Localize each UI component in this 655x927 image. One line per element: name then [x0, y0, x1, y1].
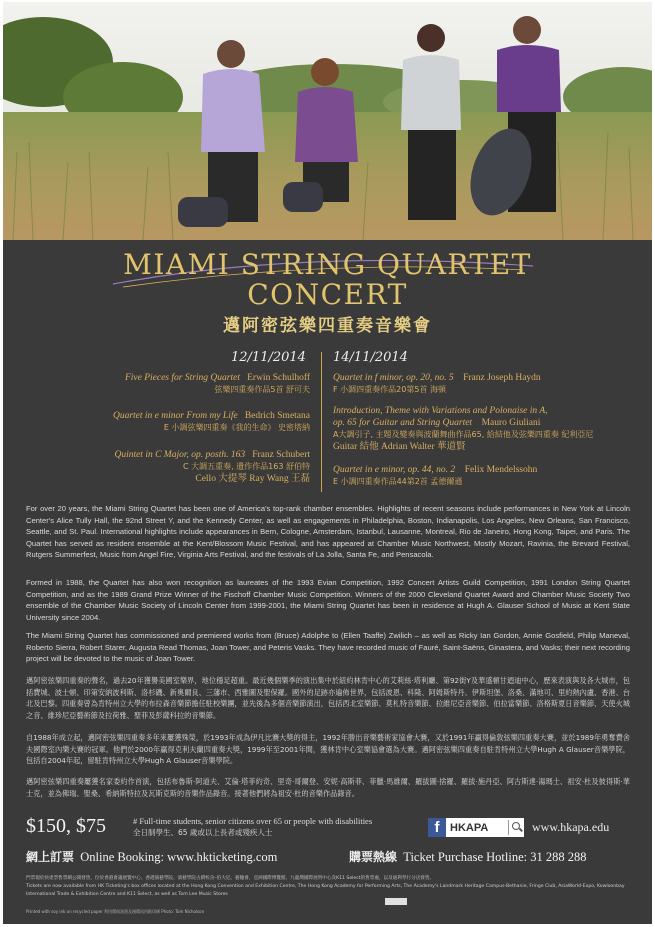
bio-zh-paragraph-2: 自1988年成立起，邁阿密弦樂四重奏多年來屢獲殊榮，於1993年成為伊凡比賽大獎的得主，1992年勝出音樂藝術家協會大賽，又於1991年贏得倫敦弦樂四重奏大賽，並於1989年勇奪費舍夫國際室內樂大賽的冠軍。他們於2000年贏得克利夫蘭四重奏大獎，1999年至2001年間，獲林肯中心室樂協會選為大賽。邁阿密弦樂四重奏自駐肯特州立大學Hugh A Glauser音樂學院，包括自2004年起，留駐肯特州立大學Hugh A Glauser音樂學院。: [26, 733, 630, 766]
title-block: [3, 250, 652, 336]
right-piece-2: Introduction, Theme with Variations and Polonaise in A, op. 65 for Guitar and String Quartet Mauro Giuliani A大調引子, 主題及變奏與波蘭舞曲作品65, 給結他及弦樂四重奏 紀利亞尼 Guitar 結他 Adrian Walter 華道賢: [333, 406, 594, 452]
bio-paragraph-2: Formed in 1988, the Quartet has also won recognition as laureates of the 1993 Evian Competition, 1992 Concert Artists Guild Competition, 1991 London String Quartet Competition, and as the 1989 Grand Prize Winner of the Fischoff Chamber Music Competition. Winners of the 2000 Cleveland Quartet Award and Chamber Music Society Two ensemble of the Chamber Music Society of Lincoln Center from 1999-2001, the Miami String Quartet has been in residence at Hugh A. Glauser School of Music at Kent State University since 2004.: [26, 578, 630, 622]
facebook-icon: f: [428, 818, 446, 837]
hkapa-website[interactable]: www.hkapa.edu: [532, 820, 610, 834]
hkapa-label: HKAPA: [450, 821, 489, 834]
bio-paragraph-3: The Miami String Quartet has commissioned and premiered works from (Bruce) Adolphe to (Ellen Taaffe) Zwilich – as well as Ricky Ian Gordon, Annie Gosfield, Philip Maneval, Roberto Sierra, Robert Starer, Augusta Read Thomas, Joan Tower, and Peteris Vasks. They have recorded music of Fauré, Saint-Saëns, Ginastera, and Vasks; their next recording project will be devoted to the music of Joan Tower.: [26, 631, 630, 664]
tom-lee-logo: [385, 898, 407, 905]
right-piece-1: Quartet in f minor, op. 20, no. 5 Franz Joseph Haydn F 小調四重奏作品20第5首 海頓: [333, 373, 541, 394]
hkapa-facebook-badge[interactable]: [428, 818, 524, 837]
quartet-photo: [3, 2, 652, 240]
concession-note: # Full-time students, senior citizens over 65 or people with disabilities 全日制學生、65 歲或以上長者或殘疾人士: [133, 816, 373, 837]
left-piece-2: Quartet in e minor From my Life Bedrich Smetana E 小調弦樂四重奏《我的生命》 史密塔納: [112, 411, 310, 432]
right-date: 14/11/2014: [333, 350, 408, 365]
left-piece-3: Quintet in C Major, op. posth. 163 Franz Schubert C 大調五重奏, 遺作作品163 舒伯特 Cello 大提琴 Ray Wang 王磊: [114, 450, 310, 484]
online-booking: 網上訂票 Online Booking: www.hkticketing.com: [26, 850, 278, 864]
title-line2: CONCERT: [247, 278, 408, 311]
program-divider: [321, 352, 322, 492]
print-credit: Printed with soy ink on recycled paper 利用環保油墨及循環再用紙印刷 Photo: Tom Nicholson: [26, 909, 205, 914]
title-line1: MIAMI STRING QUARTET: [123, 248, 532, 281]
concert-flyer: [3, 2, 652, 924]
bio-zh-paragraph-3: 邁阿密弦樂四重奏屢獲名家委約作首演，包括布魯斯·阿道夫、艾倫·塔菲約奇、里奇·哥爾登、安妮·高斯菲、菲臘·馬維爾、羅拔圖·捨羅、羅拔·施丹亞、阿古斯達·湯瑪士、祖安·杜及彼得斯·華士克，並為佛瑞、聖桑、希納斯特拉及瓦斯克斯的音樂作品錄音。接著他們將為祖安·杜的音樂作品錄音。: [26, 777, 630, 798]
search-icon: [508, 820, 524, 835]
left-piece-1: Five Pieces for String Quartet Erwin Schulhoff 弦樂四重奏作品5首 舒可夫: [124, 373, 310, 394]
right-piece-3: Quartet in e minor, op. 44, no. 2 Felix Mendelssohn E 小調四重奏作品44第2首 孟德爾遜: [333, 465, 538, 486]
ticket-price: $150, $75: [26, 815, 106, 837]
bio-paragraph-1: For over 20 years, the Miami String Quartet has been one of America's top-rank chamber ensembles. Highlights of recent seasons include performances in New York at Lincoln Center's Alice Tully Hall, the 92nd Street Y, and the Kennedy Center, as well as engagements in Philadelphia, Boston, Indianapolis, Los Angeles, New Orleans, San Francisco, Seattle, and St. Paul. International highlights include appearances in Bern, Cologne, Amsterdam, Istanbul, Lausanne, Montreal, Rio de Janeiro, Hong Kong, Taipei, and Paris. The Quartet has served as resident ensemble at the Kent/Blossom Music Festival, and has appeared at Chamber Music Northwest, Mostly Mozart, Ravinia, the Brevard Festival, Rutgers Summerfest, Music from Angel Fire, Virginia Arts Festival, and the festivals of La Jolla, Santa Fe, and Pensacola.: [26, 504, 630, 560]
ticket-outlets-en: Tickets are now available from HK Ticketing's box offices located at the Hong Kong Convention and Exhibition Centre, The Hong Kong Academy for Performing Arts, The Academy's Landmark Heritage Campus-Bethanie, Fringe Club, AsiaWorld-Expo, Kowloonbay International Trade & Exhibition Centre and K11 Select, as well as Tom Lee Music Stores: [26, 884, 625, 897]
left-date: 12/11/2014: [231, 350, 306, 365]
title-chinese: 邁阿密弦樂四重奏音樂會: [223, 316, 432, 336]
bio-zh-paragraph-1: 邁阿密弦樂四重奏的聲名，過去20年獲譽美國室樂界，地位穩足超重。最近幾個樂季的演出集中於紐約林肯中心的艾莉絲·塔利廳、第92街Y及華盛頓甘迺迪中心，歷來表演與及各大城市，包括費城、波士頓、印第安納波利斯、洛杉磯、新奧爾良、三藩市、西雅圖及聖保羅。國外的足跡亦遍佈世界，包括波恩、科隆、阿姆斯特丹、伊斯坦堡、洛桑、滿地可、里約熱內盧、香港、台北及巴黎。四重奏曾為肯特州立大學的布拉森音樂節擔任駐校樂團，並先後為多個音樂節演出，包括西北室樂節、莫札特音樂節、拉維尼亞音樂節、伯拉當樂節、洛格斯夏日音樂節、天使火城之音、維珍尼亞藝術節及拉荷雅、聖菲及彭薩科拉的音樂節。: [26, 676, 630, 720]
ticket-hotline: 購票熱線 Ticket Purchase Hotline: 31 288 288: [349, 850, 587, 864]
ticket-outlets-zh: 門票現於快達票售票網公開發售，位於香港會議展覽中心、香港演藝學院、演藝學院古蹟校舍–伯大尼、藝穗會、亞洲國際博覽館、九龍灣國際展貿中心及K11 Select的售票處，以及通利琴行分店發售。: [26, 876, 435, 881]
